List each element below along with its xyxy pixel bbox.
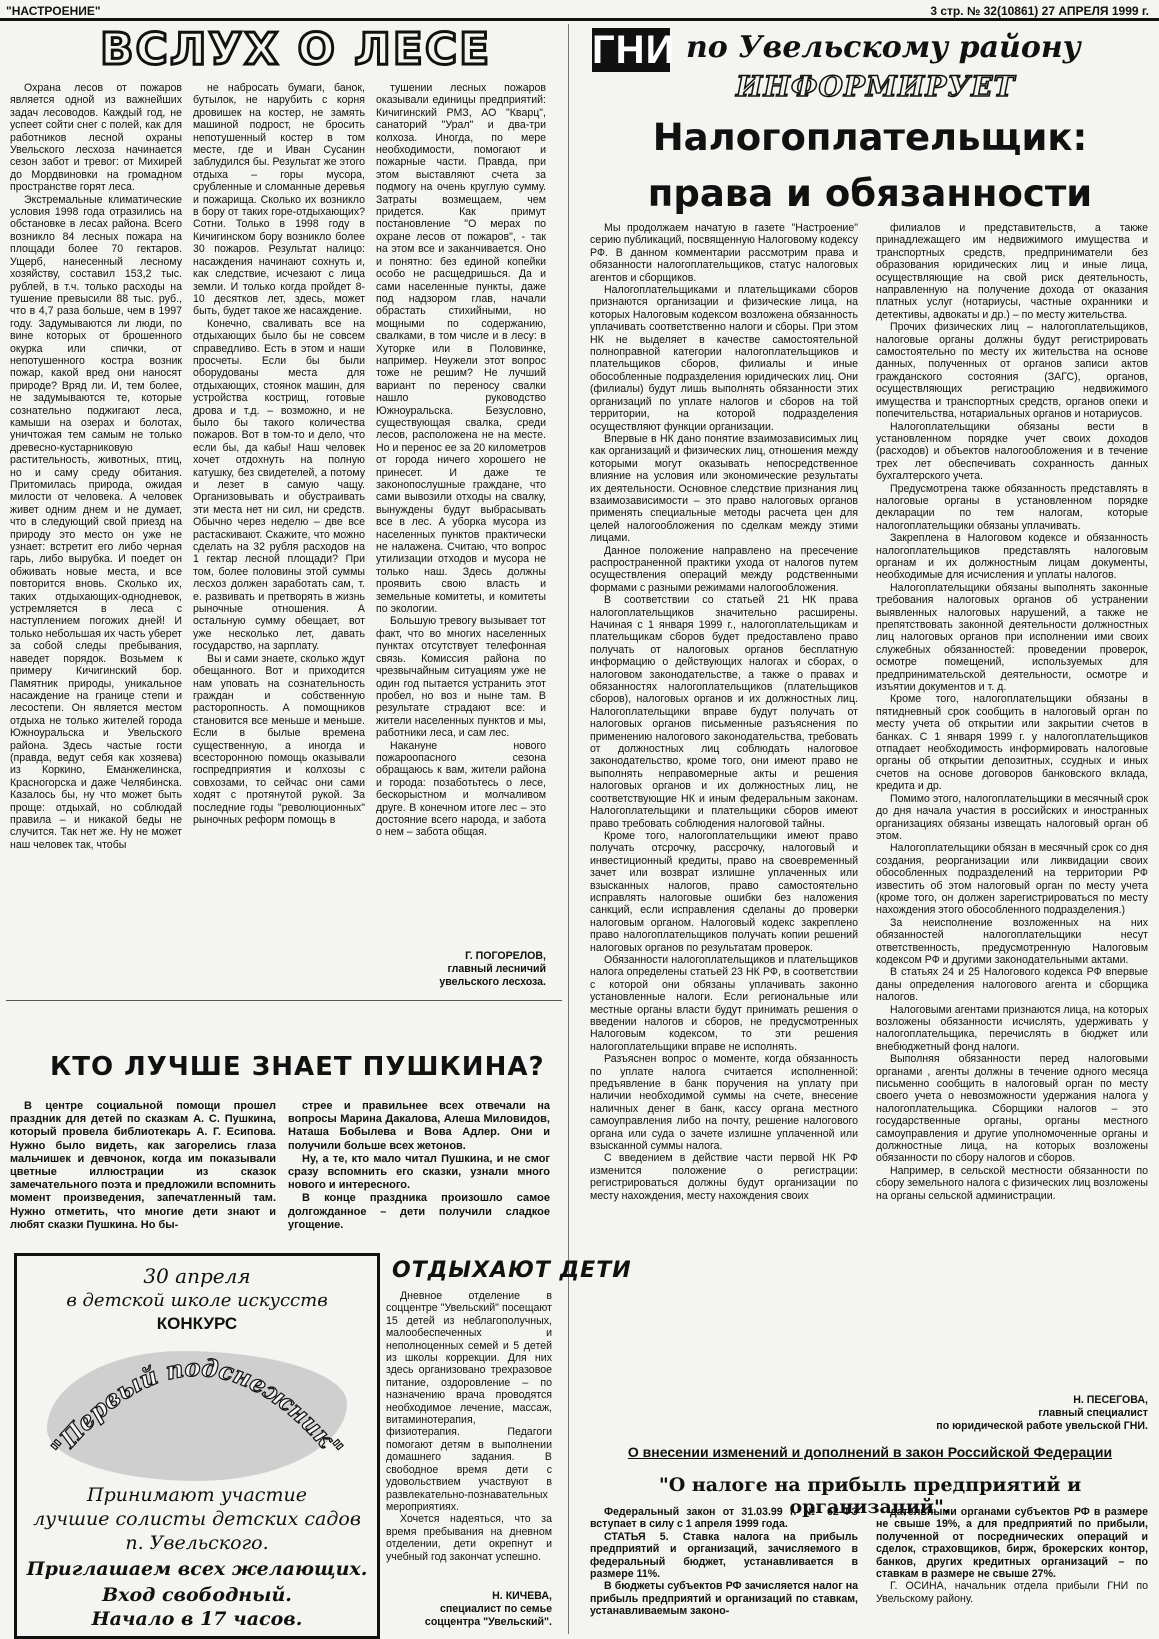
paragraph: дательными органами субъектов РФ в размере не свыше 19%, а для предприятий по прибыли, полученной от посреднических операций и сделок, страховщиков, бирж, брокерских контор, банков, других кредитных организаций – по ставкам в размере не свыше 27%. [876, 1506, 1148, 1581]
paragraph: Впервые в НК дано понятие взаимозависимых лиц как организаций и физических лиц, отношения между которыми могут оказывать непосредственное влияние на условия или экономические результаты их деятельности. Основное следствие признания лиц взаимозависимости – это право налоговых органов применять специальные методы расчета цен для целей налогообложения по сделкам между этими лицами. [590, 432, 858, 545]
author-organization: увельского лесхоза. [439, 976, 546, 988]
tax-article-title [590, 110, 1150, 222]
paragraph: Данное положение направлено на пресечение распространенной практики ухода от налогов путем осуществления операций между родственными формами с разными режимами налогообложения. [590, 544, 858, 594]
rest-article-title: ОТДЫХАЮТ ДЕТИ [392, 1258, 632, 1283]
paragraph: Разъяснен вопрос о моменте, когда обязанность по уплате налога считается исполненной: предъявление в банк поручения на уплату при наличии необходимой суммы на счете, внесение наличных денег в банк, кассу органа местного самоуправления либо на почту, решение налогового органа или суда о зачете излишне уплаченной или взысканной суммы налога. [590, 1053, 858, 1153]
paragraph: Вы и сами знаете, сколько ждут обещанного. Вот и приходится нам уповать на сознательность граждан и собственную расторопность. А помощников становится все меньше и меньше. Если в былые времена существенную, а иногда и всесторонною помощь оказывали госпредприятия и колхозы с совхозами, то сейчас они сами ходят с протянутой рукой. За последние годы "революционных" рыночных реформ помощь в [193, 652, 365, 826]
paragraph: Экстремальные климатические условия 1998 года отразились на обстановке в лесах района. Всего возникло 84 лесных пожара на площади более 70 гектаров. Ущерб, нанесенный лесному хозяйству, составил 153,2 тыс. рублей, в т.ч. только расходы на тушение превысили 88 тыс. руб., что в 4,7 раза больше, чем в 1997 году. Задумываются ли люди, по вине которых от брошенного окурка или спички, от непотушенного костра возник пожар, какой вред они наносят природе? Вряд ли. И, тем более, не задумываются те, которые сознательно поджигают леса, камыши на озерах и болотах, уничтожая тем самым не только древесно-кустарниковую растительность, животных, птиц, но и саму среду обитания. Притомилась природа, ожидая милости от человека. А человек живет одним днем и не думает, что в следующий свой приезд на природу это место он уже не узнает: встретит его либо черная гарь, либо вырубка. И поедет он обживать новые места, и все повторится вновь. Сколько их, таких отдыхающих-однодневок, устремляется в леса с наступлением погожих дней! И только небольшая их часть уберет за собой следы пребывания, наведет порядок. Возьмем к примеру Кичигинский бор. Памятник природы, уникальное насаждение на границе степи и лесостепи. Он является местом отдыха не только жителей города Южноуральска и Увельского района. Здесь частые гости (правда, ведут себя как хозяева) из Коркино, Еманжелинска, Красногорска и даже Челябинска. Казалось бы, ну что может быть проще: отдыхай, но соблюдай правила – и никакой беды не случится. Так нет же. Ну не может наш человек так, чтобы [10, 193, 182, 851]
rest-column [386, 1290, 552, 1586]
paragraph: Обязанности налогоплательщиков и плательщиков налога определены статьей 23 НК РФ, в соответствии с которой они обязаны уплачивать законно установленные налоги. Если региональные или местные органы власти будут принимать решения о введении налогов и сборов, не предусмотренных Налоговым кодексом, то эти решения налогоплательщики вправе не исполнять. [590, 953, 858, 1053]
paragraph: Налогоплательщики обязан в месячный срок со дня создания, реорганизации или ликвидации своих обособленных подразделений на территории РФ известить об этом налоговый орган по месту учета (кроме того, он должен зарегистрироваться по месту нахождения этого обособленного подразделения.) [876, 842, 1148, 917]
paragraph: За неисполнение возложенных на них обязанностей налогоплательщики несут ответственность, предусмотренную Налоговым кодексом РФ и другими законодательными актами. [876, 916, 1148, 966]
paragraph: Налоговыми агентами признаются лица, на которых возложены обязанности исчислять, удерживать у налогоплательщика, перечислять в бюджет или внебюджетный фонд налоги. [876, 1003, 1148, 1053]
tax-column-1 [590, 222, 858, 1408]
author-position: специалист по семье [439, 1603, 552, 1615]
paragraph: Большую тревогу вызывает тот факт, что во многих населенных пунктах отсутствует телефонная связь. Комиссия района по чрезвычайным ситуациям уже не один год пытается устранить этот пробел, но воз и ныне там. В результате страдают все: и жители населенных пунктов и мы, работники леса, и сам лес. [376, 615, 546, 740]
gni-informs: ИНФОРМИРУЕТ [736, 70, 1016, 103]
paragraph: СТАТЬЯ 5. Ставка налога на прибыль предприятий и организаций, зачисляемого в федеральный бюджет, устанавливается в размере 11%. [590, 1530, 858, 1581]
law-title: "О налоге на прибыль предприятий и организаций". [658, 1474, 1082, 1518]
poster-line-6: Начало в 17 часов. [91, 1608, 303, 1630]
pushkin-column-2 [288, 1100, 550, 1240]
paragraph: Кроме того, налогоплательщики имеют право получать отсрочку, рассрочку, налоговый и инвестиционный кредиты, право на своевременный зачет или возврат излишне уплаченных или взысканных налогов, право самостоятельно исправлять налоговые ошибки без наложения санкций, если исправления сделаны до проверки налоговым органом. Налоговый кодекс закреплено право налогоплательщиков получать копии решений налоговых органов по результатам проверок. [590, 829, 858, 954]
gni-badge: ГНИ [592, 28, 676, 72]
paragraph: Прочих физических лиц – налогоплательщиков, налоговые органы должны будут регистрировать самостоятельно по месту их жительства на основе данных, полученных от органов записи актов гражданского состояния (ЗАГС), органов, осуществляющих регистрацию недвижимого имущества и транспортных средств, органов опеки и попечительства, нотариальных органов и нотариусов. [876, 321, 1148, 421]
tax-signature [876, 1394, 1148, 1438]
divider [6, 1000, 562, 1001]
paragraph: тушении лесных пожаров оказывали единицы предприятий: Кичигинский РМЗ, АО "Кварц", санаторий "Урал" и два-три колхоза. Иногда, по мере необходимости, помогают и пожарные части. Правда, при этом выставляют счета за подмогу на очень круглую сумму. Затраты возмещаем, чем придется. Как примут постановление "О мерах по охране лесов от пожаров", - так на этом все и заканчивается. Оно и понятно: без единой копейки особо не расщедришься. Да и сами населенные пункты, даже под надзором глав, начали обрастать стихийными, но мощными по содержанию, свалками, в том числе и в лесу: в Хуторке или в Половинке, например. Неужели этот вопрос тоже не решим? Не лучший вариант по переносу свалки нашло руководство Южноуральска. Безусловно, существующая свалка, среди лесов, расположена не на месте. Но и перенос ее за 20 километров от города ничего хорошего не принесет. И даже те законопослушные граждане, что сами вывозили отходы на свалку, вынуждены будут выбрасывать все в лес. А уборка мусора из населенных пунктов практически не налажена. Считаю, что вопрос утилизации отходов и мусора не только наш. Здесь должны проявить свою власть и земельные комитеты, и комитеты по экологии. [376, 82, 546, 616]
author-position: главный лесничий [447, 963, 546, 975]
author-position: главный специалист [1038, 1407, 1148, 1419]
poster-line-4: Приглашаем всех желающих. [26, 1558, 368, 1580]
forest-column-2 [193, 82, 365, 990]
paragraph: Федеральный закон от 31.03.99 г. № 62-ФЗ вступает в силу с 1 апреля 1999 года. [590, 1506, 858, 1531]
paragraph: Помимо этого, налогоплательщики в месячный срок до дня начала участия в российских и иностранных организациях обязаны извещать налоговый орган об этом. [876, 792, 1148, 842]
paragraph: Налогоплательщики обязаны выполнять законные требования налоговых органов об устранении выявленных налоговых нарушений, а также не препятствовать законной деятельности должностных лиц налоговых органов при исполнении ими своих служебных обязанностей: проведении проверок, осмотре помещений, используемых для предпринимательской деятельности, осмотре и изъятии документов и т. д. [876, 581, 1148, 694]
forest-column-1 [10, 82, 182, 990]
forest-article-title: ВСЛУХ О ЛЕСЕ [100, 24, 492, 75]
paragraph: Закреплена в Налоговом кодексе и обязанность налогоплательщиков представлять налоговым органам и их должностным лицам документы, необходимые для исчисления и уплаты налогов. [876, 532, 1148, 582]
paragraph: Охрана лесов от пожаров является одной из важнейших задач лесоводов. Каждый год, не успеет сойти снег с полей, как для работников лесной охраны Увельского лесхоза начинается сезон забот и тревог: от Михирей до Мордвиновки на громадном пространстве горят леса. [10, 82, 182, 194]
paragraph: Накануне нового пожароопасного сезона обращаюсь к вам, жители района и города: позаботьтесь о лесе, бескорыстном и молчаливом друге. В конечном итоге лес – это достояние всего народа, и забота о нем – забота общая. [376, 739, 546, 839]
paragraph: С введением в действие части первой НК РФ изменится положение о регистрации: регистрироваться должны будут организации по месту нахождения, месту нахождения своих [590, 1152, 858, 1202]
paragraph: Ну, а те, кто мало читал Пушкина, и не смог сразу вспомнить его сказки, узнали много нового и интересного. [288, 1152, 550, 1192]
paragraph: В статьях 24 и 25 Налогового кодекса РФ впервые даны определения налогового агента и сборщика налогов. [876, 966, 1148, 1004]
law-heading: О внесении изменений и дополнений в закон Российской Федерации [627, 1444, 1113, 1460]
paragraph: стрее и правильнее всех отвечали на вопросы Марина Дакалова, Алеша Миловидов, Наташа Бобылева и Вова Адлер. Они и получили больше всех жетонов. [288, 1100, 550, 1152]
poster-line-1: Принимают участие [87, 1484, 307, 1506]
paragraph: Налогоплательщиками и плательщиками сборов признаются организации и физические лица, на которых Налоговым кодексом возложена обязанность уплачивать соответственно налоги и сборы. При этом НК не выделяет в качестве самостоятельной полноправной категории налогоплательщиков и плательщиков сборов, филиалы и иные обособленные подразделения юридических лиц. Они (филиалы) будут лишь выполнять обязанности этих организаций по уплате налогов и сборов на той территории, на которой подразделения осуществляют функции организации. [590, 284, 858, 433]
author-name: Г. ПОГОРЕЛОВ, [465, 950, 546, 962]
header-rule [0, 18, 1159, 21]
svg-text:"Первый подснежник" [45, 1353, 349, 1463]
section-divider [568, 24, 569, 1634]
author-organization: по юридической работе увельской ГНИ. [936, 1420, 1148, 1432]
gni-subtitle: по Увельскому району [686, 30, 1081, 65]
paragraph: В соответствии со статьей 21 НК права налогоплательщиков значительно расширены. Начиная с 1 января 1999 г., налогоплательщикам и плательщикам сборов будет предоставлено право получать от налоговых органов бесплатную информацию о действующих налогах и сборах, о налоговом законодательстве, а также о правах и обязанностях налогоплательщиков (плательщиков сборов), налоговых органов и их должностных лиц. Налогоплательщики вправе будут получать от налоговых органов письменные разъяснения по применению налогового законодательства, требовать от должностных лиц соблюдать налоговое законодательство, кроме того, они имеют право не выполнять неправомерные акты и решения налоговых органов и их должностных лиц, не соответствующие НК и иным федеральным законам. Налогоплательщики и плательщики сборов имеют право требовать соблюдения налоговой тайны. [590, 594, 858, 830]
tax-title-line-1: Налогоплательщик: [652, 116, 1088, 159]
paragraph: Кроме того, налогоплательщики обязаны в пятидневный срок сообщить в налоговый орган по месту учета об открытии или закрытии счетов в банках. С 1 января 1999 г. у налогоплательщиков отпадает необходимость информировать налоговые органы об открытии депозитных, ссудных и иных счетов на основе договоров банковского вклада, кредита и др. [876, 693, 1148, 793]
tax-title-line-2: права и обязанности [647, 172, 1093, 215]
poster-line-2: лучшие солисты детских садов [33, 1508, 361, 1530]
forest-column-3 [376, 82, 546, 942]
paragraph: Мы продолжаем начатую в газете "Настроение" серию публикаций, посвященную Налоговому кодексу РФ. В данном комментарии рассмотрим права и обязанности налогоплательщиков, статус налоговых агентов и сборщиков. [590, 222, 858, 284]
author-name: Н. КИЧЕВА, [492, 1590, 552, 1602]
law-column-1 [590, 1506, 858, 1632]
newspaper-name: "НАСТРОЕНИЕ" [6, 4, 101, 18]
poster-date: 30 апреля [143, 1264, 251, 1288]
author-organization: соццентра "Увельский". [424, 1616, 552, 1628]
poster-contest-name: "Первый подснежник" [45, 1352, 349, 1463]
forest-signature [376, 950, 546, 992]
paragraph: Например, в сельской местности обязанности по сбору земельного налога с физических лиц возложены на органы сельской администрации. [876, 1164, 1148, 1202]
poster-line-5: Вход свободный. [102, 1584, 292, 1606]
tax-column-2 [876, 222, 1148, 1372]
paragraph: В конце праздника произошло самое долгожданное – дети получили сладкое угощение. [288, 1192, 550, 1231]
paragraph: Дневное отделение в соццентре "Увельский" посещают 15 детей из неблагополучных, малообеспеченных и неполноценных семей и 5 детей из школы коррекции. Для них здесь организовано трехразовое питание, оздоровление – по назначению врача проводятся необходимое лечение, массаж, витаминотерапия, физиотерапия. Педагоги помогают детям в выполнении домашнего задания. В свободное время дети с удовольствием участвуют в развлекательно-познавательных мероприятиях. [386, 1290, 552, 1513]
law-column-2 [876, 1506, 1148, 1632]
paragraph: В центре социальной помощи прошел праздник для детей по сказкам А. С. Пушкина, который провела библиотекарь А. Г. Есипова. Нужно было видеть, как загорелись глаза мальчишек и девчонок, когда им показывали цветные иллюстрации из сказок замечательного поэта и предложили вспомнить момент произведения, запечатленный там. Нужно отметить, что многие дети знают и любят сказки Пушкина. Но бы- [10, 1100, 276, 1231]
rest-signature [386, 1590, 552, 1634]
paragraph: Конечно, сваливать все на отдыхающих было бы не совсем справедливо. Есть в этом и наши просчеты. Если бы были оборудованы места для отдыхающих, стоянок машин, для устройства кострищ, готовые дрова и т.д. – возможно, и не было бы такого количества пожаров. Вот в том-то и дело, что если бы, да кабы! Наш человек хочет отдохнуть на полную катушку, без свидетелей, а потому и лезет в самую чащу. Организовывать и обустраивать эти места нет ни сил, ни средств. Обычно через неделю – две все растаскивают. Скажите, что можно сделать на 32 рубля расходов на 1 гектар лесной площади? При том, более половины этой суммы лесхоз должен заработать сам, т. е. развивать и претворять в жизнь рыночные отношения. А остальную сумму обещает, вот уже несколько лет, давать государство, на зарплату. [193, 317, 365, 653]
pushkin-column-1 [10, 1100, 276, 1240]
law-signature: Г. ОСИНА, начальник отдела прибыли ГНИ по Увельскому району. [876, 1580, 1148, 1605]
paragraph: не набросать бумаги, банок, бутылок, не нарубить с корня дровишек на костер, не замять машиной подрост, не бросить непотушенный костер в том месте, где и Иван Сусанин заблудился бы. Результат же этого отдыха – горы мусора, срубленные и сломанные деревья и пожарища. Сколько их возникло в бору от таких горе-отдыхающих? Сотни. Только в 1998 году в Кичигинском бору возникло более 30 пожаров. Результат налицо: насаждения начинают сохнуть и, как следствие, исчезают с лица земли. И только когда пройдет 8-10 десятков лет, здесь, может быть, будет такое же насаждение. [193, 82, 365, 318]
paragraph: Хочется надеяться, что за время пребывания на дневном отделении, дети окрепнут и учебный год закончат успешно. [386, 1513, 552, 1563]
paragraph: В бюджеты субъектов РФ зачисляется налог на прибыль предприятий и организаций по ставкам, устанавливаемым законо- [590, 1580, 858, 1618]
pushkin-article-title: КТО ЛУЧШЕ ЗНАЕТ ПУШКИНА? [50, 1052, 545, 1082]
poster-contest-label: КОНКУРС [156, 1314, 238, 1333]
paragraph: Налогоплательщики обязаны вести в установленном порядке учет своих доходов (расходов) и объектов налогообложения и в течение трех лет обеспечивать сохранность данных бухгалтерского учета. [876, 420, 1148, 483]
poster-name-arc [37, 1326, 357, 1476]
poster-place: в детской школе искусств [66, 1290, 328, 1311]
contest-poster [14, 1253, 380, 1639]
paragraph: филиалов и представительств, а также принадлежащего им недвижимого имущества и транспортных средств, предприниматели без образования юридических лиц и иные лица, осуществляющие на свой риск деятельность, направленную на получение дохода от оказания платных услуг (нотариусы, частные охранники и детективы, адвокаты и др.) – по месту жительства. [876, 222, 1148, 321]
poster-line-3: п. Увельского. [125, 1532, 269, 1554]
issue-info: 3 стр. № 32(10861) 27 АПРЕЛЯ 1999 г. [930, 4, 1149, 18]
paragraph: Предусмотрена также обязанность представлять в налоговые органы в установленном порядке декларации по тем налогам, которые налогоплательщики обязаны уплачивать. [876, 482, 1148, 532]
author-name: Н. ПЕСЕГОВА, [1073, 1394, 1148, 1406]
paragraph: Выполняя обязанности перед налоговыми органами , агенты должны в течение одного месяца письменно сообщить в налоговый орган по месту своего учета о невозможности удержания налога у налогоплательщика. Сборщики налогов – это государственные органы, органы местного самоуправления и другие уполномоченные органы и должностные лица, на которых возложены обязанности по сбору налогов и сборов. [876, 1053, 1148, 1165]
